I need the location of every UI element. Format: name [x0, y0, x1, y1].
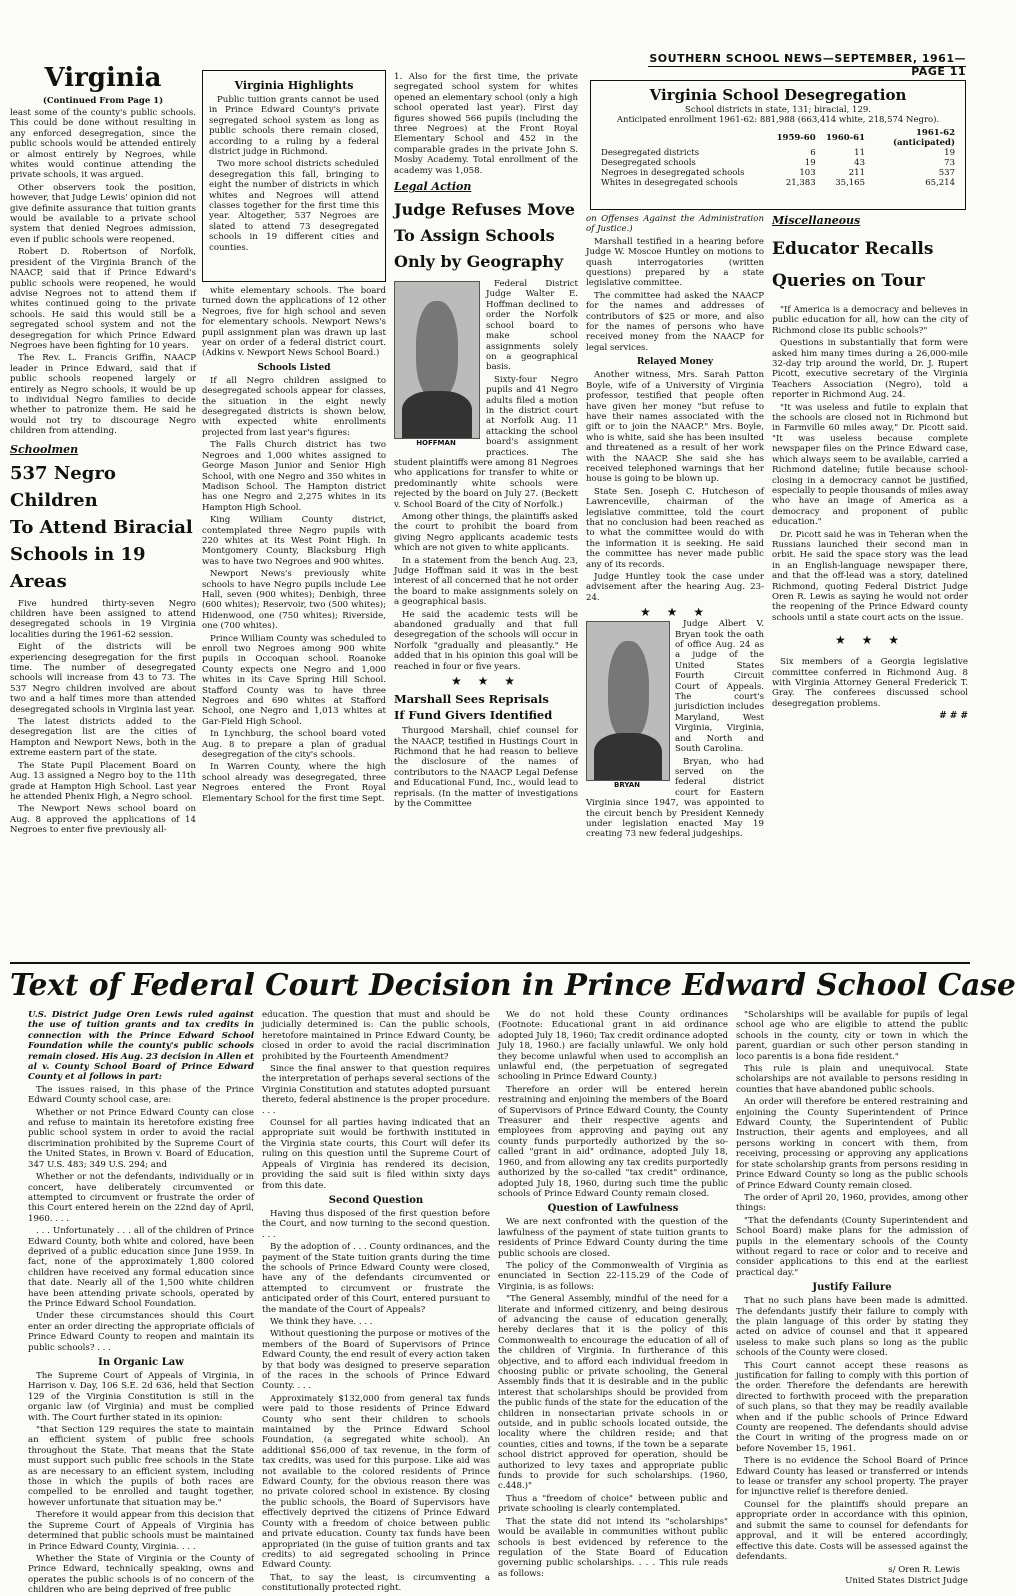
headline-line: To Attend Biracial: [10, 516, 193, 538]
paragraph: Sixty-four Negro pupils and 41 Negro adults filed a motion in the district court at Norfolk Aug. 11 attacking the school board's assignment practices. The student plaintiffs were among 81 Negroes who applications for transfer to white or predominantly white schools were rejected by the board on July 27. (Beckett v. School Board of the City of Norfolk.): [394, 374, 578, 510]
paragraph: That no such plans have been made is admitted. The defendants justify their failure to comply with the plain language of this order by stating they acted on advice of counsel and that it appeared useless to make such plans so long as the public schools of the County were closed.: [736, 1296, 968, 1359]
paragraph: The State Pupil Placement Board on Aug. 13 assigned a Negro boy to the 11th grade at Hampton High School. Last year he attended Phenix High, a Negro school.: [10, 760, 196, 802]
table-cell: 65,214: [925, 178, 955, 188]
table-cell: 35,165: [835, 178, 865, 188]
paragraph: Among other things, the plaintiffs asked the court to prohibit the board from giving Negro applicants academic tests which are not given to white applicants.: [394, 512, 578, 554]
subhead: In Organic Law: [98, 1357, 184, 1368]
paragraph: Whether or not the defendants, individually or in concert, have deliberately circumvented or attempted to circumvent or frustrate the order of this Court entered herein on the 22nd day of April, 1960. . . .: [28, 1172, 254, 1224]
table-header: 1959-60: [776, 133, 816, 143]
paragraph: Judge Huntley took the case under advisement after the hearing Aug. 23-24.: [586, 572, 764, 603]
kicker: Schoolmen: [10, 442, 79, 456]
paragraph: Without questioning the purpose or motives of the members of the Board of Supervisors of Prince Edward County, the end result of every action taken by that body was designed to preserve separation of the races in the schools of Prince Edward County. . . .: [262, 1329, 490, 1392]
paragraph: We do not hold these County ordinances (Footnote: Educational grant in aid ordinance adopted July 18, 1960; Tax credit ordinance adopted July 18, 1960.) are facially unlawful. We only hold they become unlawful when used to accomplish an unlawful end, (the perpetuation of segregated schooling in Prince Edward County.): [498, 1010, 728, 1083]
table-cell: 43: [854, 158, 865, 168]
headline: [394, 197, 578, 275]
table-header: 1961-62 (anticipated): [892, 128, 955, 148]
paragraph: The Newport News school board on Aug. 8 approved the applications of 14 Negroes to enter five previously all-: [10, 804, 196, 836]
headline-line: If Fund Givers Identified: [394, 708, 553, 723]
paragraph: Two more school districts scheduled desegregation this fall, bringing to eight the number of districts in which whites and Negroes will attend classes together for the first time this year. Altogether, 537 Negroes are slated to attend 73 desegregated schools in 19 different cities and counties.: [209, 159, 379, 253]
table-header-row: [599, 128, 957, 148]
paragraph: Having thus disposed of the first question before the Court, and now turning to the second question. . . .: [262, 1208, 490, 1240]
paragraph: Other observers took the position, however, that Judge Lewis' opinion did not give definite assurance that tuition grants would be available to a private school system that denied Negroes admission, even if public schools were reopened.: [10, 182, 197, 245]
paragraph: "Scholarships will be available for pupils of legal school age who are eligible to attend the public schools in the county, city or town in which the parent, guardian or such other person standing in loco parentis is a bona fide resident.": [736, 1010, 968, 1062]
subhead: Justify Failure: [812, 1282, 892, 1294]
paragraph: "It was useless and futile to explain that the schools are closed not in Richmond but in Farmville 60 miles away," Dr. Picott said. "It was useless because complete newspaper files on the Prince Edward case, which always seem to be available, carried a Richmond dateline; futile because school-closing in a democracy cannot be justified, especially to people thousands of miles away who have an image of America as a democracy and proponent of public education.": [772, 402, 968, 528]
table-cell: 6: [810, 148, 816, 158]
bryan-photo: [586, 621, 670, 781]
headline-line: 537 Negro Children: [10, 462, 116, 511]
signature-title: United States District Judge: [845, 1575, 968, 1586]
paragraph: The Rev. L. Francis Griffin, NAACP leader in Prince Edward, said that if public schools reopened largely or entirely as Negro schools, it would be up to individual Negro families to decide whether to patronize them. He said he would not try to discourage Negro children from attending.: [10, 353, 196, 437]
subhead: Question of Lawfulness: [547, 1203, 679, 1215]
hoffman-photo-frame: [394, 281, 480, 449]
table-row: [599, 148, 957, 158]
headline-line: Queries on Tour: [772, 271, 925, 291]
headline-line: Only by Geography: [394, 252, 564, 272]
paragraph: education. The question that must and should be judicially determined is: Can the public schools, heretofore maintained in Prince Edward County, be closed in order to avoid the racial discrimination prohibited by the Fourteenth Amendment?: [262, 1010, 490, 1062]
paragraph: "The General Assembly, mindful of the need for a literate and informed citizenry, and being desirous of advancing the cause of education generally, hereby declares that it is the policy of this Commonwealth to encourage the education of all of the children of Virginia. In furtherance of this objective, and to afford each individual freedom in choosing public or private schooling, the General Assembly finds that it is desirable and in the public interest that scholarships should be provided from the public funds of the state for the education of the children in nonsectarian private schools in or outside, and in public schools located outside, the locality where the children reside; and that counties, cities and towns, if the town be a separate school district approved for operation, should be authorized to levy taxes and appropriate public funds to provide for such scholarships. (1960, c.448.)": [498, 1294, 728, 1492]
headline-line: Schools in 19 Areas: [10, 543, 146, 592]
table-header: [599, 128, 768, 148]
paragraph: That the state did not intend its "scholarships" would be available in communities without public schools is best evidenced by reference to the regulation of the State Board of Education governing public scholarships. . . . This rule reads as follows:: [498, 1516, 728, 1579]
paragraph: Judge Albert V. Bryan took the oath of office Aug. 24 as a judge of the United States Fourth Circuit Court of Appeals. The court's jurisdiction includes Maryland, West Virginia, Virginia, and North and South Carolina.: [675, 619, 764, 755]
desegregation-stats-box: [590, 80, 966, 210]
table-cell: 19: [804, 158, 816, 168]
paragraph: "That the defendants (County Superintendent and School Board) make plans for the admission of pupils in the elementary schools of the County without regard to race or color and to receive and consider applications to this end at the earliest practical day.": [736, 1215, 968, 1278]
table-cell: Whites in desegregated schools: [601, 178, 738, 188]
subhead: Relayed Money: [636, 357, 714, 368]
section-separator: ★ ★ ★: [835, 633, 905, 648]
table-cell: 103: [799, 168, 816, 178]
paragraph: Counsel for the plaintiffs should prepare an appropriate order in accordance with this opinion, and submit the same to counsel for defendants for approval, and it will be entered accordingly, effective this date. Costs will be assessed against the defendants.: [736, 1499, 968, 1562]
paragraph: An order will therefore be entered restraining and enjoining the County Superintendent of Prince Edward County, the Superintendent of Public Instruction, their agents and employees, and all persons working in concert with them, from receiving, processing or approving any applications for state scholarship grants from persons residing in Prince Edward County so long as the public schools of Prince Edward County remain closed.: [736, 1097, 968, 1191]
paragraph: State Sen. Joseph C. Hutcheson of Lawrenceville, chairman of the legislative committee, told the court that no conclusion had been reached as to what the committee would do with the information it is seeking. He said the committee has never made public any of its records.: [586, 486, 764, 570]
table-cell: 537: [938, 168, 955, 178]
headline: [772, 233, 968, 297]
paragraph: . . . Unfortunately . . . all of the children of Prince Edward County, both white and colored, have been deprived of a public education since June 1959. In fact, none of the approximately 1,800 colored children have received any formal education since that date. Nearly all of the 1,500 white children have been attending private schools, operated by the Prince Edward School Foundation.: [28, 1226, 254, 1309]
paragraph: Approximately $132,000 from general tax funds were paid to those residents of Prince Edward County who sent their children to schools maintained by the Prince Edward School Foundation, (a segregated white school). An additional $56,000 of tax revenue, in the form of tax credits, was used for this purpose. Like aid was not available to the colored residents of Prince Edward County, for the obvious reason there was no private colored school in existence. By closing the public schools, the Board of Supervisors have effectively deprived the citizens of Prince Edward County with a freedom of choice between public and private education. County tax funds have been appropriated (in the guise of tuition grants and tax credits) to aid segregated schooling in Prince Edward County.: [262, 1393, 490, 1571]
paragraph: By the adoption of . . . County ordinances, and the payment of the State tuition grants during the time the schools of Prince Edward County were closed, have any of the defendants circumvented or attempted to circumvent or frustrate the anticipated order of this Court, entered pursuant to the mandate of the Court of Appeals?: [262, 1242, 490, 1315]
column-legal-action: [394, 72, 578, 960]
end-mark: # # #: [939, 711, 968, 722]
stats-table: [599, 128, 957, 188]
table-cell: Negroes in desegregated schools: [601, 168, 745, 178]
paragraph: Dr. Picott said he was in Teheran when the Russians launched their second man in orbit. He said the space story was the lead in an English-language newspaper there, and that the off-lead was a story, datelined Richmond, quoting Federal District Judge Oren R. Lewis as saying he would not order the reopening of the Prince Edward county schools until a state court acts on the issue.: [772, 529, 968, 623]
paragraph: Marshall testified in a hearing before Judge W. Moscoe Huntley on motions to quash interrogatories (written questions) prepared by a state legislative committee.: [586, 236, 764, 289]
table-cell: Desegregated districts: [601, 148, 700, 158]
paragraph: He said the academic tests will be abandoned gradually and that full desegregation of the schools will occur in Norfolk "gradually and pleasantly." He added that in his opinion this goal will be reached in four or five years.: [394, 609, 578, 672]
signature: s/ Oren R. Lewis: [888, 1565, 960, 1576]
paragraph: Bryan, who had served on the federal district court for Eastern Virginia since 1947, was appointed to the circuit bench by President Kennedy under legislation enacted May 19 creating 73 new federal judgeships.: [586, 756, 764, 840]
decision-column-3: [498, 1010, 728, 1579]
highlights-box: [202, 70, 386, 282]
box-title: Virginia School Desegregation: [649, 86, 907, 104]
stats-line: School districts in state, 131; biracial, 129.: [685, 105, 871, 115]
paragraph: The policy of the Commonwealth of Virginia as enunciated in Section 22-115.29 of the Code of Virginia, is as follows:: [498, 1260, 728, 1292]
paragraph: This Court cannot accept these reasons as justification for failing to comply with this portion of the order. Therefore the defendants are herewith directed to forthwith proceed with the preparation of such plans, so that they may be readily available when and if the public schools of Prince Edward County are reopened. The defendants should advise the Court in writing of the progress made on or before November 15, 1961.: [736, 1360, 968, 1454]
headline-line: To Assign Schools: [394, 226, 555, 246]
decision-column-2: [262, 1010, 490, 1594]
headline: [10, 460, 196, 595]
table-cell: Desegregated schools: [601, 158, 696, 168]
paragraph: Public tuition grants cannot be used in Prince Edward County's private segregated school system as long as public schools there remain closed, according to a ruling by a federal district judge in Richmond.: [209, 95, 379, 158]
paragraph: Thurgood Marshall, chief counsel for the NAACP, testified in Hustings Court in Richmond that he had reason to believe the disclosure of the names of contributors to the NAACP Legal Defense and Educational Fund, Inc., would lead to reprisals. (In the matter of investigations by the Committee: [394, 726, 578, 809]
headline-line: Judge Refuses Move: [394, 200, 575, 220]
column-miscellaneous: [772, 214, 968, 960]
paragraph: In a statement from the bench Aug. 23, Judge Hoffman said it was in the best interest of all concerned that he not order the board to make assignments solely on a geographical basis.: [394, 555, 578, 608]
paragraph: The Supreme Court of Appeals of Virginia, in Harrison v. Day, 106 S.E. 2d 636, held that Section 129 of the Virginia Constitution is still in the organic law (of Virginia) and must be complied with. The Court further stated in its opinion:: [28, 1371, 254, 1423]
kicker: Legal Action: [394, 180, 472, 194]
running-head: SOUTHERN SCHOOL NEWS—SEPTEMBER, 1961—PAGE 11: [649, 52, 966, 78]
paragraph: least some of the county's public schools. This could be done without resulting in any enforced desegregation, since the public schools would be attended entirely or almost entirely by Negroes, while whites would continue attending the private schools, it was argued.: [10, 108, 196, 181]
paragraph: Therefore an order will be entered herein restraining and enjoining the members of the Board of Supervisors of Prince Edward County, the County Treasurer and their respective agents and employees from approving and paying out any county funds purportedly authorized by the so-called "grant in aid" ordinance, adopted July 18, 1960, and from allowing any tax credits purportedly authorized by the so-called "tax credit" ordinance, adopted July 18, 1960, during such time the public schools of Prince Edward County remain closed.: [498, 1084, 728, 1199]
paragraph: We are next confronted with the question of the lawfulness of the payment of state tuition grants to residents of Prince Edward County during the time public schools are closed.: [498, 1217, 728, 1259]
paragraph: If all Negro children assigned to desegregated schools appear for classes, the situation in the eight newly desegregated districts is shown below, with expected white enrollments projected from last year's figures:: [202, 375, 386, 438]
table-cell: 19: [944, 148, 955, 158]
column-marshall-continued: [586, 214, 764, 960]
paragraph: Thus a "freedom of choice" between public and private schooling is clearly contemplated.: [498, 1493, 728, 1515]
table-row: [599, 178, 957, 188]
table-cell: 11: [854, 148, 865, 158]
paragraph: "If America is a democracy and believes in public education for all, how can the city of Richmond close its public schools?": [772, 305, 968, 336]
paragraph: 1. Also for the first time, the private segregated school system for whites opened an elementary school (only a high school operated last year). First day figures showed 566 pupils (including the three Negroes) at the Front Royal Elementary School and 452 in the comparable grades in the private John S. Mosby Academy. Total enrollment of the academy was 1,058.: [394, 72, 578, 176]
paragraph: There is no evidence the School Board of Prince Edward County has leased or transferred or intends to lease or transfer any school property. The prayer for injunctive relief is therefore denied.: [736, 1456, 968, 1498]
paragraph: Counsel for all parties having indicated that an appropriate suit would be forthwith instituted in the Virginia state courts, this Court will defer its ruling on this question until the Supreme Court of Appeals of Virginia has rendered its decision, providing the said suit is filed within sixty days from this date.: [262, 1118, 490, 1191]
headline-line: Educator Recalls: [772, 239, 934, 259]
paragraph: "that Section 129 requires the state to maintain an efficient system of public free schools throughout the State. That means that the State must support such public free schools in the State as are necessary to an efficient system, including those in which the pupils of both races are compelled to be enrolled and taught together, however unfortunate that situation may be.": [28, 1425, 254, 1508]
paragraph: Since the final answer to that question requires the interpretation of perhaps several sections of the Virginia Constitution and statutes adopted pursuant thereto, federal abstinence is the proper procedure. . . .: [262, 1064, 490, 1116]
paragraph: Therefore it would appear from this decision that the Supreme Court of Appeals of Virginia has determined that public schools must be maintained in Prince Edward County, Virginia. . . .: [28, 1510, 254, 1552]
section-title: Virginia: [44, 63, 162, 93]
section-separator: ★ ★ ★: [640, 605, 710, 620]
banner-headline: Text of Federal Court Decision in Prince Edward School Case: [10, 967, 1016, 1002]
paragraph: Five hundred thirty-seven Negro children have been assigned to attend desegregated schools in 19 Virginia localities during the 1961-62 session.: [10, 598, 196, 640]
paragraph: Six members of a Georgia legislative committee conferred in Richmond Aug. 8 with Virginia Attorney General Frederick T. Gray. The conferees discussed school desegregation problems.: [772, 657, 968, 709]
paragraph: Under these circumstances should this Court enter an order directing the appropriate officials of Prince Edward County to reopen and maintain its public schools? . . .: [28, 1311, 254, 1353]
headline-line: Marshall Sees Reprisals: [394, 692, 549, 707]
decision-column-4: [736, 1010, 968, 1586]
table-header: 1960-61: [825, 133, 865, 143]
paragraph: Whether the State of Virginia or the County of Prince Edward, technically speaking, owns and operates the public schools is of no concern of the children who are being deprived of free public: [28, 1553, 254, 1596]
box-title: Virginia Highlights: [234, 79, 354, 92]
section-separator: ★ ★ ★: [451, 674, 521, 689]
paragraph: The order of April 20, 1960, provides, among other things:: [736, 1192, 968, 1214]
paragraph: We think they have. . . .: [270, 1316, 373, 1327]
paragraph: This rule is plain and unequivocal. State scholarships are not available to persons residing in counties that have abandoned public schools.: [736, 1064, 968, 1095]
kicker: Miscellaneous: [772, 214, 861, 227]
hoffman-photo: [394, 281, 480, 439]
paragraph: Robert D. Robertson of Norfolk, president of the Virginia Branch of the NAACP, said that if Prince Edward's public schools were reopened, he would advise Negroes not to attend them if whites continued going to the private schools. He said this would still be a segregated school system and not the desegregation for which Prince Edward Negroes have been fighting for 10 years.: [10, 247, 196, 351]
running-head-rule: [648, 66, 966, 67]
paragraph: Eight of the districts will be experiencing desegregation for the first time. The number of desegregated schools will increase from 43 to 73. The 537 Negro children involved are about two and a half times more than attended desegregated schools in Virginia last year.: [10, 642, 196, 715]
paragraph: In Warren County, where the high school already was desegregated, three Negroes entered the Front Royal Elementary School for the first time Sept.: [202, 762, 386, 804]
column-schools-listed: [202, 286, 386, 960]
paragraph: The Falls Church district has two Negroes and 1,000 whites assigned to George Mason Junior and Senior High School, with one Negro and 350 whites in Madison School. The Hampton district has one Negro and 2,275 whites in its Hampton High School.: [202, 440, 386, 513]
subhead: Schools Listed: [257, 362, 331, 373]
column-virginia: [10, 62, 196, 960]
paragraph: Federal District Judge Walter E. Hoffman declined to order the Norfolk school board to make school assignments solely on a geographical basis.: [486, 279, 578, 373]
decision-column-1: [28, 1010, 254, 1596]
table-cell: 73: [944, 158, 955, 168]
paragraph: The latest districts added to the desegregation list are the cities of Hampton and Newport News, both in the extreme eastern part of the state.: [10, 717, 196, 759]
intro: U.S. District Judge Oren Lewis ruled against the use of tuition grants and tax credits in connection with the Prince Edward School Foundation while the county's public schools remain closed. His Aug. 23 decision in Allen et al v. County School Board of Prince Edward County et al follows in part:: [28, 1010, 254, 1083]
table-row: [599, 158, 957, 168]
paragraph: Another witness, Mrs. Sarah Patton Boyle, wife of a University of Virginia professor, testified that people often have given her money "but refuse to have their names associated with the gift or to join the NAACP." Mrs. Boyle, who is white, said she has been insulted and threatened as a result of her work with the NAACP. She said she has received telephoned warnings that her house is going to be blown up.: [586, 370, 764, 485]
paragraph: The committee had asked the NAACP for the names and addresses of contributors of $25 or more, and also for the names of persons who have received money from the NAACP for legal services.: [586, 290, 764, 353]
stats-line: Anticipated enrollment 1961-62: 881,988 (663,414 white, 218,574 Negro).: [616, 115, 940, 125]
paragraph: King William County district, contemplated three Negro pupils with 220 whites at its West Point High. In Montgomery County, Blacksburg High was to have two Negroes and 900 whites.: [202, 515, 386, 567]
paragraph: white elementary schools. The board turned down the applications of 12 other Negroes, five for high school and seven for elementary schools. Newport News's pupil assignment plan was drawn up last year on order of a federal district court. (Adkins v. Newport News School Board.): [202, 286, 386, 359]
headline: [394, 691, 578, 723]
table-cell: 211: [848, 168, 865, 178]
continued-note: (Continued From Page 1): [42, 96, 164, 106]
table-row: [599, 168, 957, 178]
paragraph: Newport News's previously white schools to have Negro pupils include Lee Hall, seven (900 whites); Denbigh, three (600 whites); Reservoir, two (500 whites); Hidenwood, one (750 whites); Riverside, one (700 whites).: [202, 569, 386, 632]
paragraph: In Lynchburg, the school board voted Aug. 8 to prepare a plan of gradual desegregation of the city's schools.: [202, 729, 386, 761]
paragraph: That, to say the least, is circumventing a constitutionally protected right.: [262, 1572, 490, 1594]
photo-caption: HOFFMAN: [416, 439, 456, 448]
paragraph: Questions in substantially that form were asked him many times during a 26,000-mile 32-day trip around the world, Dr. J. Rupert Picott, executive secretary of the Virginia Teachers Association (Negro), told a reporter in Richmond Aug. 24.: [772, 338, 968, 401]
bryan-photo-frame: [586, 621, 670, 791]
subhead: Second Question: [328, 1194, 424, 1206]
photo-caption: BRYAN: [613, 781, 641, 790]
paragraph: Prince William County was scheduled to enroll two Negroes among 900 white pupils in Occoquan school. Roanoke County expects one Negro and 1,000 whites in its Cave Spring Hill School. Stafford County was to have three Negroes and 690 whites at Stafford School, one Negro and 1,013 whites at Gar-Field High School.: [202, 633, 386, 727]
paragraph: Whether or not Prince Edward County can close and refuse to maintain its heretofore existing free public school system in order to avoid the racial discrimination prohibited by the Supreme Court of the United States, in Brown v. Board of Education, 347 U.S. 483; 349 U.S. 294; and: [28, 1107, 254, 1170]
paragraph: on Offenses Against the Administration of Justice.): [586, 214, 764, 235]
paragraph: The issues raised, in this phase of the Prince Edward County school case, are:: [28, 1084, 254, 1106]
table-cell: 21,383: [785, 178, 816, 188]
